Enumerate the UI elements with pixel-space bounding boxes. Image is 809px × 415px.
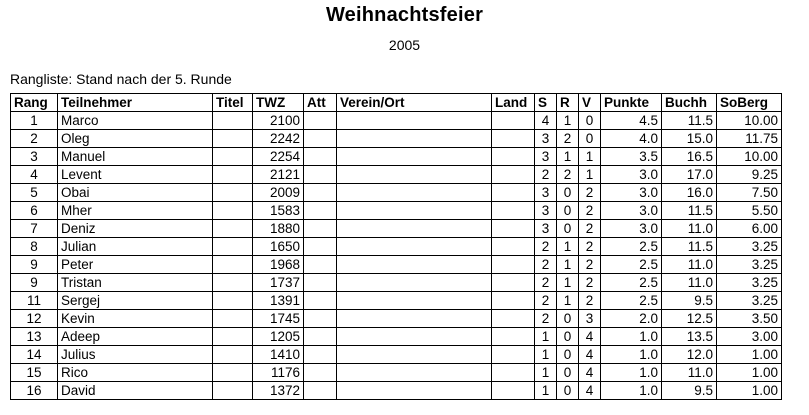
cell-att xyxy=(304,292,337,310)
cell-v: 4 xyxy=(579,382,601,400)
column-header-s: S xyxy=(535,94,557,112)
cell-punkte: 3.5 xyxy=(601,148,662,166)
cell-twz: 2121 xyxy=(253,166,304,184)
cell-v: 1 xyxy=(579,166,601,184)
cell-v: 2 xyxy=(579,292,601,310)
column-header-soberg: SoBerg xyxy=(717,94,782,112)
cell-teilnehmer: Sergej xyxy=(58,292,213,310)
cell-soberg: 10.00 xyxy=(717,148,782,166)
standings-table xyxy=(10,93,782,400)
cell-punkte: 1.0 xyxy=(601,328,662,346)
table-body xyxy=(11,112,782,400)
cell-buchh: 11.5 xyxy=(662,202,717,220)
cell-soberg: 5.50 xyxy=(717,202,782,220)
cell-twz: 2100 xyxy=(253,112,304,130)
cell-twz: 2242 xyxy=(253,130,304,148)
cell-rang: 4 xyxy=(11,166,58,184)
cell-att xyxy=(304,184,337,202)
cell-land xyxy=(492,364,535,382)
cell-v: 4 xyxy=(579,364,601,382)
cell-buchh: 11.5 xyxy=(662,238,717,256)
cell-teilnehmer: Manuel xyxy=(58,148,213,166)
cell-land xyxy=(492,166,535,184)
cell-teilnehmer: Oleg xyxy=(58,130,213,148)
cell-punkte: 2.5 xyxy=(601,256,662,274)
cell-att xyxy=(304,202,337,220)
cell-v: 2 xyxy=(579,220,601,238)
cell-att xyxy=(304,166,337,184)
column-header-land: Land xyxy=(492,94,535,112)
cell-land xyxy=(492,328,535,346)
cell-verein xyxy=(337,184,492,202)
cell-titel xyxy=(213,292,253,310)
cell-soberg: 1.00 xyxy=(717,346,782,364)
cell-land xyxy=(492,220,535,238)
cell-punkte: 2.0 xyxy=(601,310,662,328)
cell-twz: 2009 xyxy=(253,184,304,202)
cell-land xyxy=(492,112,535,130)
table-header-row xyxy=(11,94,782,112)
cell-r: 0 xyxy=(557,328,579,346)
cell-verein xyxy=(337,382,492,400)
cell-teilnehmer: Levent xyxy=(58,166,213,184)
cell-land xyxy=(492,274,535,292)
cell-soberg: 3.25 xyxy=(717,256,782,274)
cell-v: 1 xyxy=(579,148,601,166)
cell-punkte: 2.5 xyxy=(601,292,662,310)
cell-twz: 1737 xyxy=(253,274,304,292)
column-header-v: V xyxy=(579,94,601,112)
cell-titel xyxy=(213,202,253,220)
cell-buchh: 11.0 xyxy=(662,274,717,292)
cell-v: 4 xyxy=(579,328,601,346)
cell-buchh: 12.5 xyxy=(662,310,717,328)
cell-titel xyxy=(213,382,253,400)
cell-v: 2 xyxy=(579,184,601,202)
cell-punkte: 1.0 xyxy=(601,346,662,364)
cell-soberg: 10.00 xyxy=(717,112,782,130)
cell-buchh: 11.0 xyxy=(662,364,717,382)
cell-teilnehmer: Marco xyxy=(58,112,213,130)
cell-punkte: 4.5 xyxy=(601,112,662,130)
cell-twz: 1650 xyxy=(253,238,304,256)
cell-att xyxy=(304,112,337,130)
cell-rang: 13 xyxy=(11,328,58,346)
cell-punkte: 2.5 xyxy=(601,274,662,292)
page-title: Weihnachtsfeier xyxy=(325,4,484,26)
cell-v: 2 xyxy=(579,238,601,256)
cell-r: 0 xyxy=(557,346,579,364)
cell-s: 3 xyxy=(535,184,557,202)
cell-titel xyxy=(213,112,253,130)
cell-verein xyxy=(337,364,492,382)
cell-r: 0 xyxy=(557,202,579,220)
cell-soberg: 3.25 xyxy=(717,238,782,256)
cell-teilnehmer: David xyxy=(58,382,213,400)
cell-teilnehmer: Julian xyxy=(58,238,213,256)
column-header-att: Att xyxy=(304,94,337,112)
cell-r: 0 xyxy=(557,364,579,382)
cell-verein xyxy=(337,238,492,256)
cell-r: 1 xyxy=(557,112,579,130)
cell-twz: 1176 xyxy=(253,364,304,382)
cell-att xyxy=(304,256,337,274)
cell-titel xyxy=(213,364,253,382)
cell-r: 1 xyxy=(557,256,579,274)
cell-land xyxy=(492,382,535,400)
column-header-verein-ort: Verein/Ort xyxy=(337,94,492,112)
cell-r: 0 xyxy=(557,310,579,328)
cell-teilnehmer: Obai xyxy=(58,184,213,202)
cell-att xyxy=(304,130,337,148)
cell-buchh: 9.5 xyxy=(662,292,717,310)
cell-teilnehmer: Tristan xyxy=(58,274,213,292)
cell-twz: 1583 xyxy=(253,202,304,220)
cell-verein xyxy=(337,148,492,166)
cell-r: 1 xyxy=(557,238,579,256)
cell-verein xyxy=(337,166,492,184)
table-row xyxy=(11,166,782,184)
cell-buchh: 16.0 xyxy=(662,184,717,202)
cell-land xyxy=(492,292,535,310)
cell-titel xyxy=(213,346,253,364)
cell-verein xyxy=(337,274,492,292)
cell-r: 2 xyxy=(557,130,579,148)
table-row xyxy=(11,130,782,148)
cell-s: 2 xyxy=(535,256,557,274)
cell-verein xyxy=(337,292,492,310)
cell-twz: 1205 xyxy=(253,328,304,346)
table-row xyxy=(11,310,782,328)
cell-land xyxy=(492,238,535,256)
cell-verein xyxy=(337,256,492,274)
cell-rang: 12 xyxy=(11,310,58,328)
cell-att xyxy=(304,364,337,382)
cell-titel xyxy=(213,238,253,256)
cell-r: 1 xyxy=(557,292,579,310)
cell-teilnehmer: Rico xyxy=(58,364,213,382)
cell-punkte: 1.0 xyxy=(601,382,662,400)
cell-buchh: 9.5 xyxy=(662,382,717,400)
cell-soberg: 3.50 xyxy=(717,310,782,328)
cell-twz: 1372 xyxy=(253,382,304,400)
cell-land xyxy=(492,130,535,148)
page-subtitle-year: 2005 xyxy=(388,37,421,53)
cell-s: 2 xyxy=(535,292,557,310)
cell-twz: 1968 xyxy=(253,256,304,274)
cell-s: 1 xyxy=(535,364,557,382)
cell-rang: 1 xyxy=(11,112,58,130)
table-row xyxy=(11,202,782,220)
cell-titel xyxy=(213,310,253,328)
cell-rang: 5 xyxy=(11,184,58,202)
cell-s: 3 xyxy=(535,202,557,220)
cell-v: 0 xyxy=(579,112,601,130)
cell-r: 0 xyxy=(557,220,579,238)
cell-s: 1 xyxy=(535,328,557,346)
cell-att xyxy=(304,148,337,166)
cell-verein xyxy=(337,220,492,238)
cell-buchh: 12.0 xyxy=(662,346,717,364)
cell-titel xyxy=(213,148,253,166)
cell-v: 2 xyxy=(579,274,601,292)
cell-rang: 2 xyxy=(11,130,58,148)
cell-teilnehmer: Deniz xyxy=(58,220,213,238)
cell-buchh: 17.0 xyxy=(662,166,717,184)
table-row xyxy=(11,292,782,310)
cell-soberg: 1.00 xyxy=(717,382,782,400)
table-row xyxy=(11,112,782,130)
cell-buchh: 15.0 xyxy=(662,130,717,148)
cell-soberg: 9.25 xyxy=(717,166,782,184)
cell-teilnehmer: Julius xyxy=(58,346,213,364)
cell-punkte: 1.0 xyxy=(601,364,662,382)
cell-r: 0 xyxy=(557,382,579,400)
table-row xyxy=(11,364,782,382)
cell-r: 0 xyxy=(557,184,579,202)
cell-twz: 1745 xyxy=(253,310,304,328)
cell-titel xyxy=(213,130,253,148)
cell-land xyxy=(492,148,535,166)
cell-rang: 3 xyxy=(11,148,58,166)
cell-rang: 16 xyxy=(11,382,58,400)
cell-buchh: 11.0 xyxy=(662,220,717,238)
cell-s: 3 xyxy=(535,130,557,148)
cell-verein xyxy=(337,112,492,130)
cell-punkte: 2.5 xyxy=(601,238,662,256)
cell-teilnehmer: Adeep xyxy=(58,328,213,346)
column-header-buchh: Buchh xyxy=(662,94,717,112)
document-page xyxy=(0,4,809,415)
cell-rang: 8 xyxy=(11,238,58,256)
cell-rang: 15 xyxy=(11,364,58,382)
cell-buchh: 11.5 xyxy=(662,112,717,130)
column-header-twz: TWZ xyxy=(253,94,304,112)
cell-s: 2 xyxy=(535,310,557,328)
table-row xyxy=(11,382,782,400)
cell-punkte: 4.0 xyxy=(601,130,662,148)
cell-verein xyxy=(337,346,492,364)
cell-soberg: 3.25 xyxy=(717,292,782,310)
table-row xyxy=(11,346,782,364)
cell-teilnehmer: Peter xyxy=(58,256,213,274)
cell-land xyxy=(492,346,535,364)
cell-titel xyxy=(213,166,253,184)
cell-punkte: 3.0 xyxy=(601,202,662,220)
cell-titel xyxy=(213,328,253,346)
cell-s: 3 xyxy=(535,148,557,166)
column-header-r: R xyxy=(557,94,579,112)
cell-buchh: 16.5 xyxy=(662,148,717,166)
cell-s: 1 xyxy=(535,346,557,364)
cell-verein xyxy=(337,310,492,328)
column-header-teilnehmer: Teilnehmer xyxy=(58,94,213,112)
cell-twz: 1880 xyxy=(253,220,304,238)
cell-r: 1 xyxy=(557,148,579,166)
cell-land xyxy=(492,310,535,328)
cell-soberg: 3.00 xyxy=(717,328,782,346)
cell-twz: 2254 xyxy=(253,148,304,166)
cell-s: 2 xyxy=(535,274,557,292)
cell-land xyxy=(492,256,535,274)
cell-s: 3 xyxy=(535,220,557,238)
cell-v: 4 xyxy=(579,346,601,364)
cell-rang: 11 xyxy=(11,292,58,310)
table-header xyxy=(11,94,782,112)
cell-v: 2 xyxy=(579,256,601,274)
cell-soberg: 3.25 xyxy=(717,274,782,292)
table-row xyxy=(11,184,782,202)
cell-teilnehmer: Kevin xyxy=(58,310,213,328)
cell-twz: 1391 xyxy=(253,292,304,310)
cell-land xyxy=(492,184,535,202)
cell-soberg: 6.00 xyxy=(717,220,782,238)
cell-rang: 6 xyxy=(11,202,58,220)
table-row xyxy=(11,148,782,166)
table-row xyxy=(11,256,782,274)
cell-titel xyxy=(213,256,253,274)
cell-v: 2 xyxy=(579,202,601,220)
cell-verein xyxy=(337,130,492,148)
cell-att xyxy=(304,310,337,328)
cell-r: 1 xyxy=(557,274,579,292)
cell-s: 2 xyxy=(535,238,557,256)
cell-land xyxy=(492,202,535,220)
cell-att xyxy=(304,274,337,292)
cell-s: 4 xyxy=(535,112,557,130)
cell-v: 0 xyxy=(579,130,601,148)
cell-rang: 7 xyxy=(11,220,58,238)
table-row xyxy=(11,220,782,238)
cell-att xyxy=(304,382,337,400)
cell-verein xyxy=(337,202,492,220)
cell-s: 1 xyxy=(535,382,557,400)
cell-buchh: 13.5 xyxy=(662,328,717,346)
cell-titel xyxy=(213,274,253,292)
column-header-rang: Rang xyxy=(11,94,58,112)
table-row xyxy=(11,238,782,256)
cell-v: 3 xyxy=(579,310,601,328)
cell-soberg: 11.75 xyxy=(717,130,782,148)
cell-rang: 9 xyxy=(11,256,58,274)
cell-punkte: 3.0 xyxy=(601,166,662,184)
table-row xyxy=(11,274,782,292)
standings-caption: Rangliste: Stand nach der 5. Runde xyxy=(10,71,232,87)
column-header-punkte: Punkte xyxy=(601,94,662,112)
cell-rang: 14 xyxy=(11,346,58,364)
cell-s: 2 xyxy=(535,166,557,184)
cell-buchh: 11.0 xyxy=(662,256,717,274)
cell-soberg: 7.50 xyxy=(717,184,782,202)
cell-soberg: 1.00 xyxy=(717,364,782,382)
cell-r: 2 xyxy=(557,166,579,184)
cell-titel xyxy=(213,220,253,238)
cell-titel xyxy=(213,184,253,202)
cell-att xyxy=(304,346,337,364)
cell-twz: 1410 xyxy=(253,346,304,364)
cell-punkte: 3.0 xyxy=(601,184,662,202)
table-row xyxy=(11,328,782,346)
cell-teilnehmer: Mher xyxy=(58,202,213,220)
cell-verein xyxy=(337,328,492,346)
column-header-titel: Titel xyxy=(213,94,253,112)
cell-att xyxy=(304,328,337,346)
cell-att xyxy=(304,220,337,238)
cell-att xyxy=(304,238,337,256)
cell-punkte: 3.0 xyxy=(601,220,662,238)
cell-rang: 9 xyxy=(11,274,58,292)
